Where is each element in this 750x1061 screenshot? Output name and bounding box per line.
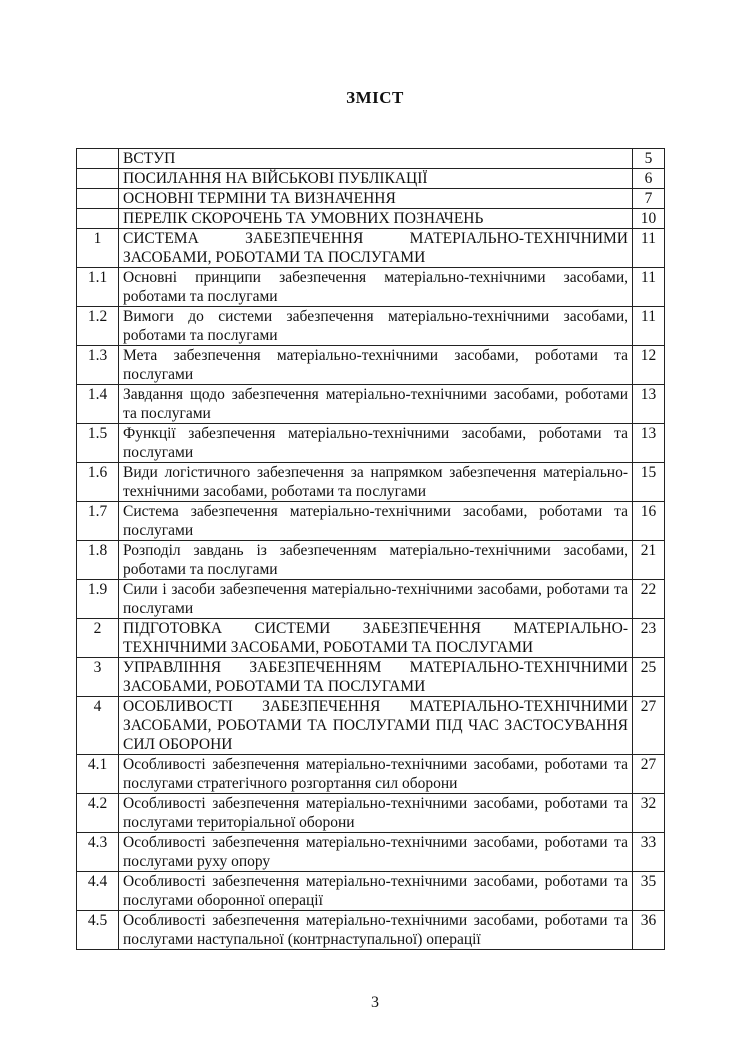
page-number: 3: [371, 994, 379, 1011]
toc-page-number: 27: [633, 755, 665, 794]
toc-row: [77, 189, 665, 209]
toc-page-number: 32: [633, 794, 665, 833]
toc-page-number: 16: [633, 502, 665, 541]
toc-row: [77, 658, 665, 697]
toc-page-number: 11: [633, 229, 665, 268]
toc-section-number: 1: [77, 229, 119, 268]
toc-row: [77, 833, 665, 872]
toc-page-number: 11: [633, 268, 665, 307]
toc-section-title: Особливості забезпечення матеріально-технічними засобами, роботами та послугами стратегічного розгортання сил оборони: [119, 755, 633, 794]
toc-page-number: 6: [633, 169, 665, 189]
toc-page-number: 33: [633, 833, 665, 872]
toc-section-number: [77, 209, 119, 229]
toc-section-title: ПЕРЕЛІК СКОРОЧЕНЬ ТА УМОВНИХ ПОЗНАЧЕНЬ: [119, 209, 633, 229]
toc-row: [77, 502, 665, 541]
toc-page-number: 7: [633, 189, 665, 209]
toc-section-number: 4.1: [77, 755, 119, 794]
toc-section-number: 1.2: [77, 307, 119, 346]
toc-page-number: 21: [633, 541, 665, 580]
toc-page-number: 27: [633, 697, 665, 755]
toc-section-title: Функції забезпечення матеріально-технічними засобами, роботами та послугами: [119, 424, 633, 463]
toc-row: [77, 794, 665, 833]
toc-section-number: 1.5: [77, 424, 119, 463]
toc-page-number: 13: [633, 385, 665, 424]
toc-section-title: Особливості забезпечення матеріально-технічними засобами, роботами та послугами територіальної оборони: [119, 794, 633, 833]
toc-page-number: 5: [633, 149, 665, 169]
toc-row: [77, 755, 665, 794]
toc-row: [77, 385, 665, 424]
toc-section-title: Особливості забезпечення матеріально-технічними засобами, роботами та послугами наступальної (контрнаступальної) операції: [119, 911, 633, 950]
toc-section-number: 4.5: [77, 911, 119, 950]
toc-row: [77, 463, 665, 502]
toc-row: [77, 209, 665, 229]
toc-page-number: 22: [633, 580, 665, 619]
toc-page-number: 10: [633, 209, 665, 229]
toc-section-title: ПОСИЛАННЯ НА ВІЙСЬКОВІ ПУБЛІКАЦІЇ: [119, 169, 633, 189]
toc-section-number: 2: [77, 619, 119, 658]
toc-section-number: 4.2: [77, 794, 119, 833]
toc-page-number: 35: [633, 872, 665, 911]
toc-section-title: Основні принципи забезпечення матеріально-технічними засобами, роботами та послугами: [119, 268, 633, 307]
toc-page-number: 25: [633, 658, 665, 697]
toc-page-number: 15: [633, 463, 665, 502]
toc-section-title: ВСТУП: [119, 149, 633, 169]
toc-section-title: Розподіл завдань із забезпеченням матеріально-технічними засобами, роботами та послугами: [119, 541, 633, 580]
toc-section-number: 4: [77, 697, 119, 755]
toc-row: [77, 541, 665, 580]
toc-row: [77, 346, 665, 385]
toc-row: [77, 911, 665, 950]
toc-section-title: Вимоги до системи забезпечення матеріально-технічними засобами, роботами та послугами: [119, 307, 633, 346]
toc-section-title: ОСОБЛИВОСТІ ЗАБЕЗПЕЧЕННЯ МАТЕРІАЛЬНО-ТЕХНІЧНИМИ ЗАСОБАМИ, РОБОТАМИ ТА ПОСЛУГАМИ ПІД ЧАС ЗАСТОСУВАННЯ СИЛ ОБОРОНИ: [119, 697, 633, 755]
table-of-contents: [76, 148, 665, 950]
toc-row: [77, 424, 665, 463]
toc-section-number: 1.7: [77, 502, 119, 541]
toc-section-number: 4.4: [77, 872, 119, 911]
toc-section-number: [77, 149, 119, 169]
toc-row: [77, 268, 665, 307]
toc-page-number: 13: [633, 424, 665, 463]
toc-section-title: Завдання щодо забезпечення матеріально-технічними засобами, роботами та послугами: [119, 385, 633, 424]
toc-section-title: СИСТЕМА ЗАБЕЗПЕЧЕННЯ МАТЕРІАЛЬНО-ТЕХНІЧНИМИ ЗАСОБАМИ, РОБОТАМИ ТА ПОСЛУГАМИ: [119, 229, 633, 268]
toc-section-number: 1.4: [77, 385, 119, 424]
toc-row: [77, 149, 665, 169]
toc-section-title: Мета забезпечення матеріально-технічними засобами, роботами та послугами: [119, 346, 633, 385]
page-title: ЗМІСТ: [346, 88, 404, 107]
toc-section-title: Види логістичного забезпечення за напрямком забезпечення матеріально-технічними засобами, роботами та послугами: [119, 463, 633, 502]
toc-page-number: 11: [633, 307, 665, 346]
toc-section-number: 1.9: [77, 580, 119, 619]
toc-section-title: УПРАВЛІННЯ ЗАБЕЗПЕЧЕННЯМ МАТЕРІАЛЬНО-ТЕХНІЧНИМИ ЗАСОБАМИ, РОБОТАМИ ТА ПОСЛУГАМИ: [119, 658, 633, 697]
toc-section-title: Система забезпечення матеріально-технічними засобами, роботами та послугами: [119, 502, 633, 541]
toc-section-number: 1.3: [77, 346, 119, 385]
toc-body: [77, 149, 665, 950]
toc-page-number: 12: [633, 346, 665, 385]
toc-row: [77, 229, 665, 268]
toc-section-number: [77, 169, 119, 189]
toc-section-number: [77, 189, 119, 209]
toc-section-number: 1.8: [77, 541, 119, 580]
toc-section-number: 1.1: [77, 268, 119, 307]
toc-section-title: Особливості забезпечення матеріально-технічними засобами, роботами та послугами руху опору: [119, 833, 633, 872]
toc-section-number: 1.6: [77, 463, 119, 502]
toc-section-number: 3: [77, 658, 119, 697]
toc-section-number: 4.3: [77, 833, 119, 872]
toc-page-number: 36: [633, 911, 665, 950]
toc-row: [77, 619, 665, 658]
toc-section-title: ПІДГОТОВКА СИСТЕМИ ЗАБЕЗПЕЧЕННЯ МАТЕРІАЛЬНО-ТЕХНІЧНИМИ ЗАСОБАМИ, РОБОТАМИ ТА ПОСЛУГАМИ: [119, 619, 633, 658]
toc-row: [77, 580, 665, 619]
toc-section-title: Особливості забезпечення матеріально-технічними засобами, роботами та послугами оборонної операції: [119, 872, 633, 911]
toc-row: [77, 307, 665, 346]
toc-row: [77, 872, 665, 911]
toc-row: [77, 169, 665, 189]
toc-section-title: Сили і засоби забезпечення матеріально-технічними засобами, роботами та послугами: [119, 580, 633, 619]
toc-row: [77, 697, 665, 755]
toc-page-number: 23: [633, 619, 665, 658]
toc-section-title: ОСНОВНІ ТЕРМІНИ ТА ВИЗНАЧЕННЯ: [119, 189, 633, 209]
